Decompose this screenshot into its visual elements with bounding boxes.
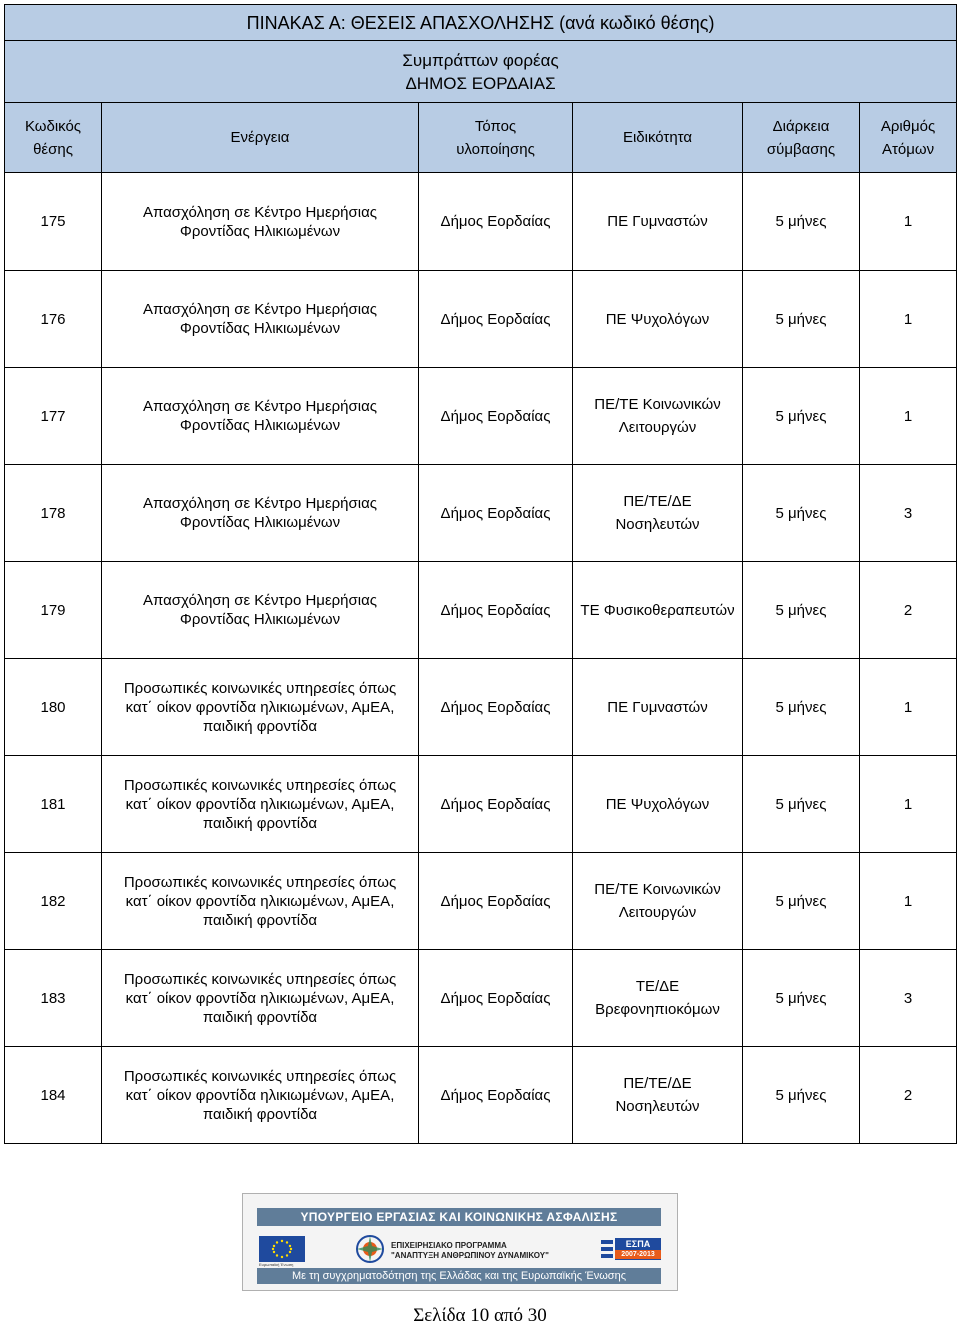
persons-cell: 1 bbox=[860, 853, 957, 950]
position-code: 179 bbox=[5, 562, 102, 659]
action-cell bbox=[102, 756, 419, 853]
duration-cell: 5 μήνες bbox=[743, 368, 860, 465]
action-cell-line: παιδική φροντίδα bbox=[202, 1008, 318, 1026]
specialty-cell bbox=[573, 173, 743, 271]
specialty-cell-line: ΠΕ/ΤΕ/ΔΕ bbox=[623, 1075, 692, 1092]
duration-cell: 5 μήνες bbox=[743, 562, 860, 659]
action-cell bbox=[102, 853, 419, 950]
action-cell bbox=[102, 562, 419, 659]
action-cell bbox=[102, 950, 419, 1047]
persons-cell: 1 bbox=[860, 368, 957, 465]
espa-years: 2007-2013 bbox=[615, 1250, 661, 1259]
table-row bbox=[5, 950, 957, 1047]
place-cell: Δήμος Εορδαίας bbox=[419, 271, 573, 368]
persons-cell: 2 bbox=[860, 562, 957, 659]
position-code: 175 bbox=[5, 173, 102, 271]
action-cell-line: Προσωπικές κοινωνικές υπηρεσίες όπως bbox=[123, 873, 397, 891]
espa-logo-icon bbox=[601, 1236, 661, 1262]
specialty-cell bbox=[573, 950, 743, 1047]
action-cell bbox=[102, 368, 419, 465]
position-code: 180 bbox=[5, 659, 102, 756]
action-cell-line: Προσωπικές κοινωνικές υπηρεσίες όπως bbox=[123, 970, 397, 988]
specialty-cell-line: Νοσηλευτών bbox=[615, 516, 700, 533]
espa-box bbox=[615, 1238, 661, 1260]
partner-heading bbox=[5, 41, 957, 103]
specialty-cell-line: ΠΕ/ΤΕ/ΔΕ bbox=[623, 493, 692, 510]
column-header-label: σύμβασης bbox=[766, 140, 836, 158]
duration-cell: 5 μήνες bbox=[743, 271, 860, 368]
specialty-cell-line: Λειτουργών bbox=[618, 419, 697, 436]
table-row bbox=[5, 368, 957, 465]
column-header-label: Τόπος bbox=[474, 117, 517, 135]
specialty-cell bbox=[573, 853, 743, 950]
action-cell-line: παιδική φροντίδα bbox=[202, 911, 318, 929]
action-cell-line: Φροντίδας Ηλικιωμένων bbox=[179, 611, 341, 628]
eu-caption: Ευρωπαϊκή Ένωση bbox=[259, 1262, 294, 1267]
specialty-cell-line: ΠΕ Ψυχολόγων bbox=[605, 795, 710, 813]
cofinance-label: Με τη συγχρηματοδότηση της Ελλάδας και της Ευρωπαϊκής Ένωσης bbox=[257, 1268, 661, 1284]
table-row bbox=[5, 659, 957, 756]
specialty-cell-line: ΠΕ Ψυχολόγων bbox=[605, 310, 710, 328]
action-cell-line: Προσωπικές κοινωνικές υπηρεσίες όπως bbox=[123, 679, 397, 697]
place-cell: Δήμος Εορδαίας bbox=[419, 1047, 573, 1144]
duration-cell: 5 μήνες bbox=[743, 950, 860, 1047]
persons-cell: 2 bbox=[860, 1047, 957, 1144]
action-cell-line: κατ΄ οίκον φροντίδα ηλικιωμένων, ΑμΕΑ, bbox=[125, 698, 395, 716]
partner-label: Συμπράττων φορέας bbox=[402, 50, 559, 70]
persons-cell: 1 bbox=[860, 173, 957, 271]
partner-name: ΔΗΜΟΣ ΕΟΡΔΑΙΑΣ bbox=[405, 73, 556, 93]
persons-header bbox=[860, 103, 957, 173]
table-body bbox=[5, 173, 957, 1144]
specialty-cell bbox=[573, 368, 743, 465]
positions-table-container bbox=[4, 4, 956, 1144]
place-cell: Δήμος Εορδαίας bbox=[419, 173, 573, 271]
specialty-cell bbox=[573, 271, 743, 368]
table-row bbox=[5, 562, 957, 659]
position-code: 184 bbox=[5, 1047, 102, 1144]
action-cell-line: παιδική φροντίδα bbox=[202, 814, 318, 832]
action-cell bbox=[102, 1047, 419, 1144]
place-cell: Δήμος Εορδαίας bbox=[419, 756, 573, 853]
place-header bbox=[419, 103, 573, 173]
specialty-cell-line: Λειτουργών bbox=[618, 904, 697, 921]
table-row bbox=[5, 1047, 957, 1144]
specialty-cell-line: ΠΕ Γυμναστών bbox=[607, 213, 708, 230]
specialty-cell-line: Νοσηλευτών bbox=[615, 1098, 700, 1115]
column-header-label: Ατόμων bbox=[881, 140, 935, 158]
place-cell: Δήμος Εορδαίας bbox=[419, 659, 573, 756]
specialty-cell-line: ΠΕ/ΤΕ Κοινωνικών bbox=[594, 881, 721, 898]
action-cell bbox=[102, 659, 419, 756]
positions-table bbox=[4, 4, 957, 1144]
action-cell-line: Απασχόληση σε Κέντρο Ημερήσιας bbox=[142, 203, 377, 221]
place-cell: Δήμος Εορδαίας bbox=[419, 465, 573, 562]
specialty-cell-line: Βρεφονηπιοκόμων bbox=[595, 1001, 720, 1018]
specialty-cell bbox=[573, 562, 743, 659]
specialty-header bbox=[573, 103, 743, 173]
position-code: 183 bbox=[5, 950, 102, 1047]
place-cell: Δήμος Εορδαίας bbox=[419, 368, 573, 465]
specialty-cell bbox=[573, 659, 743, 756]
action-cell-line: κατ΄ οίκον φροντίδα ηλικιωμένων, ΑμΕΑ, bbox=[125, 989, 395, 1007]
column-header-label: θέσης bbox=[33, 140, 73, 158]
eu-flag-icon bbox=[259, 1236, 305, 1262]
action-cell-line: Φροντίδας Ηλικιωμένων bbox=[179, 222, 341, 240]
duration-cell: 5 μήνες bbox=[743, 173, 860, 271]
position-code: 178 bbox=[5, 465, 102, 562]
place-cell: Δήμος Εορδαίας bbox=[419, 562, 573, 659]
action-cell-line: Φροντίδας Ηλικιωμένων bbox=[179, 514, 341, 531]
action-cell-line: κατ΄ οίκον φροντίδα ηλικιωμένων, ΑμΕΑ, bbox=[125, 1086, 395, 1104]
specialty-cell-line: ΠΕ/ΤΕ Κοινωνικών bbox=[594, 396, 721, 413]
table-row bbox=[5, 173, 957, 271]
persons-cell: 1 bbox=[860, 271, 957, 368]
specialty-cell bbox=[573, 756, 743, 853]
specialty-cell-line: ΠΕ Γυμναστών bbox=[607, 698, 708, 716]
action-cell-line: Απασχόληση σε Κέντρο Ημερήσιας bbox=[142, 495, 377, 512]
persons-cell: 3 bbox=[860, 950, 957, 1047]
action-cell-line: Απασχόληση σε Κέντρο Ημερήσιας bbox=[142, 301, 377, 318]
column-header-label: υλοποίησης bbox=[456, 140, 535, 158]
duration-cell: 5 μήνες bbox=[743, 1047, 860, 1144]
duration-cell: 5 μήνες bbox=[743, 659, 860, 756]
action-cell-line: παιδική φροντίδα bbox=[202, 1105, 318, 1123]
specialty-cell-line: ΤΕ Φυσικοθεραπευτών bbox=[580, 601, 735, 619]
position-code: 176 bbox=[5, 271, 102, 368]
persons-cell: 1 bbox=[860, 659, 957, 756]
programme-line-1: ΕΠΙΧΕΙΡΗΣΙΑΚΟ ΠΡΟΓΡΑΜΜΑ bbox=[391, 1241, 507, 1250]
place-cell: Δήμος Εορδαίας bbox=[419, 853, 573, 950]
action-cell-line: Απασχόληση σε Κέντρο Ημερήσιας bbox=[142, 398, 377, 415]
duration-cell: 5 μήνες bbox=[743, 853, 860, 950]
specialty-cell-line: ΤΕ/ΔΕ bbox=[635, 978, 680, 995]
column-header-label: Διάρκεια bbox=[772, 117, 830, 135]
action-cell-line: Προσωπικές κοινωνικές υπηρεσίες όπως bbox=[123, 776, 397, 794]
duration-header bbox=[743, 103, 860, 173]
position-code: 182 bbox=[5, 853, 102, 950]
table-row bbox=[5, 271, 957, 368]
espa-label: ΕΣΠΑ bbox=[625, 1239, 651, 1249]
action-cell-line: Φροντίδας Ηλικιωμένων bbox=[179, 320, 341, 337]
action-cell-line: κατ΄ οίκον φροντίδα ηλικιωμένων, ΑμΕΑ, bbox=[125, 892, 395, 910]
column-header-label: Κωδικός bbox=[24, 117, 82, 135]
position-code: 181 bbox=[5, 756, 102, 853]
action-cell-line: Φροντίδας Ηλικιωμένων bbox=[179, 417, 341, 434]
action-cell-line: κατ΄ οίκον φροντίδα ηλικιωμένων, ΑμΕΑ, bbox=[125, 795, 395, 813]
code-header bbox=[5, 103, 102, 173]
ministry-label: ΥΠΟΥΡΓΕΙΟ ΕΡΓΑΣΙΑΣ ΚΑΙ ΚΟΙΝΩΝΙΚΗΣ ΑΣΦΑΛΙΣΗΣ bbox=[257, 1208, 661, 1226]
programme-name bbox=[391, 1241, 576, 1261]
specialty-cell bbox=[573, 465, 743, 562]
duration-cell: 5 μήνες bbox=[743, 756, 860, 853]
programme-logo-icon bbox=[355, 1234, 385, 1264]
funding-banner bbox=[242, 1193, 678, 1291]
column-header-label: Ειδικότητα bbox=[622, 129, 693, 146]
position-code: 177 bbox=[5, 368, 102, 465]
place-cell: Δήμος Εορδαίας bbox=[419, 950, 573, 1047]
action-cell-line: Απασχόληση σε Κέντρο Ημερήσιας bbox=[142, 592, 377, 609]
action-cell bbox=[102, 465, 419, 562]
action-cell-line: Προσωπικές κοινωνικές υπηρεσίες όπως bbox=[123, 1067, 397, 1085]
column-header-label: Αριθμός bbox=[880, 117, 936, 135]
persons-cell: 1 bbox=[860, 756, 957, 853]
table-title: ΠΙΝΑΚΑΣ Α: ΘΕΣΕΙΣ ΑΠΑΣΧΟΛΗΣΗΣ (ανά κωδικό θέσης) bbox=[5, 5, 957, 41]
table-row bbox=[5, 756, 957, 853]
action-header bbox=[102, 103, 419, 173]
action-cell-line: παιδική φροντίδα bbox=[202, 717, 318, 735]
column-header-label: Ενέργεια bbox=[230, 129, 290, 146]
programme-line-2: "ΑΝΑΠΤΥΞΗ ΑΝΘΡΩΠΙΝΟΥ ΔΥΝΑΜΙΚΟΥ" bbox=[391, 1251, 549, 1260]
action-cell bbox=[102, 173, 419, 271]
page-number: Σελίδα 10 από 30 bbox=[413, 1305, 547, 1326]
specialty-cell bbox=[573, 1047, 743, 1144]
persons-cell: 3 bbox=[860, 465, 957, 562]
action-cell bbox=[102, 271, 419, 368]
table-row bbox=[5, 465, 957, 562]
duration-cell: 5 μήνες bbox=[743, 465, 860, 562]
column-header-row bbox=[5, 103, 957, 173]
table-row bbox=[5, 853, 957, 950]
